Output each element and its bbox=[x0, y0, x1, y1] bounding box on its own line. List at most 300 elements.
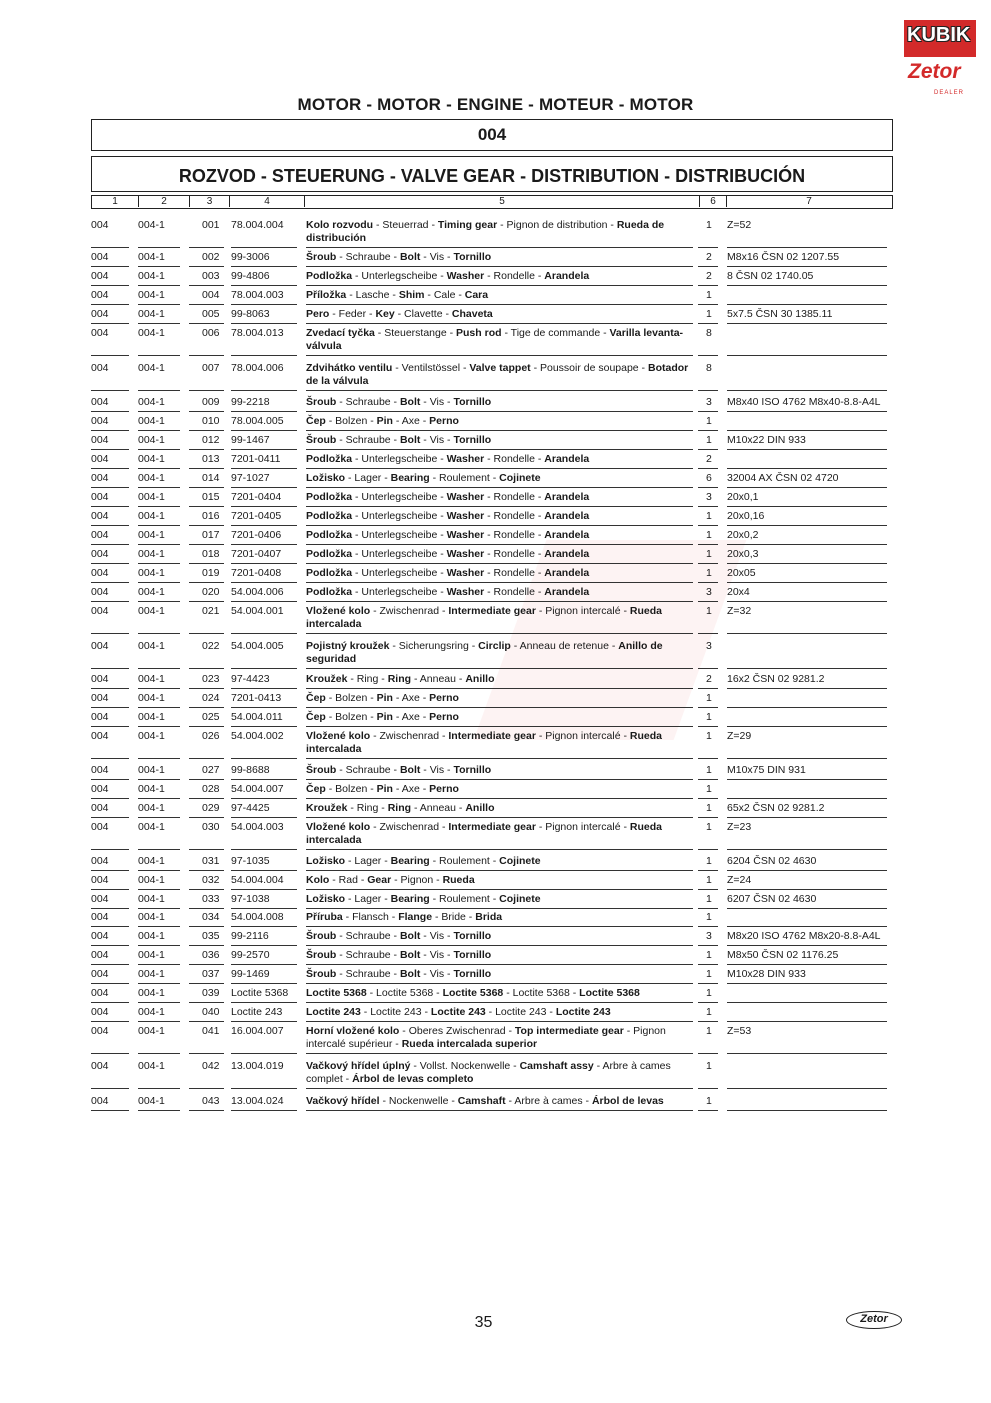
group-cell: 004-1 bbox=[138, 586, 180, 602]
description-term: Čep bbox=[306, 415, 326, 427]
position-cell: 037 bbox=[189, 968, 224, 984]
level-cell: 004 bbox=[91, 893, 129, 909]
part-number-cell: Loctite 5368 bbox=[231, 987, 297, 1003]
description-translation: - Rondelle - bbox=[484, 586, 545, 598]
description-term: Washer bbox=[446, 586, 485, 598]
description-cell bbox=[306, 949, 693, 965]
description-translation: - Flansch - bbox=[342, 911, 399, 923]
description-cell bbox=[306, 1060, 693, 1089]
position-cell: 009 bbox=[189, 396, 224, 412]
description-term: Tornillo bbox=[453, 968, 492, 980]
description-term: Bolt bbox=[399, 930, 421, 942]
quantity-cell: 2 bbox=[698, 251, 718, 267]
description-term: Rueda intercalada bbox=[306, 821, 662, 846]
group-cell: 004-1 bbox=[138, 270, 180, 286]
level-cell: 004 bbox=[91, 251, 129, 267]
description-translation: - Axe - bbox=[392, 692, 430, 704]
description-term: Gear bbox=[367, 874, 392, 886]
level-cell: 004 bbox=[91, 270, 129, 286]
note-cell: Z=29 bbox=[727, 730, 887, 759]
position-cell: 018 bbox=[189, 548, 224, 564]
part-number-cell: 7201-0411 bbox=[231, 453, 297, 469]
description-translation: - Bolzen - bbox=[325, 415, 377, 427]
quantity-cell: 6 bbox=[698, 472, 718, 488]
level-cell: 004 bbox=[91, 567, 129, 583]
description-term: Šroub bbox=[306, 930, 337, 942]
level-cell: 004 bbox=[91, 586, 129, 602]
table-row bbox=[0, 251, 991, 267]
description-cell bbox=[306, 821, 693, 850]
description-cell bbox=[306, 529, 693, 545]
description-term: Šroub bbox=[306, 968, 337, 980]
description-cell bbox=[306, 711, 693, 727]
description-term: Valve tappet bbox=[469, 362, 531, 374]
description-term: Šroub bbox=[306, 764, 337, 776]
description-translation: - Rondelle - bbox=[484, 510, 545, 522]
part-number-cell: 99-1469 bbox=[231, 968, 297, 984]
table-row bbox=[0, 270, 991, 286]
note-cell: Z=52 bbox=[727, 219, 887, 248]
group-cell: 004-1 bbox=[138, 362, 180, 391]
description-cell bbox=[306, 586, 693, 602]
table-row bbox=[0, 1060, 991, 1089]
group-cell: 004-1 bbox=[138, 692, 180, 708]
table-row bbox=[0, 821, 991, 850]
position-cell: 039 bbox=[189, 987, 224, 1003]
description-translation: - Pignon intercalé - bbox=[535, 730, 630, 742]
group-cell: 004-1 bbox=[138, 396, 180, 412]
description-term: Intermediate gear bbox=[448, 730, 536, 742]
group-cell: 004-1 bbox=[138, 874, 180, 890]
group-cell: 004-1 bbox=[138, 567, 180, 583]
group-cell: 004-1 bbox=[138, 327, 180, 356]
description-translation: - Tige de commande - bbox=[501, 327, 610, 339]
group-cell: 004-1 bbox=[138, 968, 180, 984]
description-term: Arandela bbox=[544, 491, 590, 503]
note-cell: 32004 AX ČSN 02 4720 bbox=[727, 472, 887, 488]
description-term: Rueda intercalada bbox=[306, 730, 662, 755]
quantity-cell: 1 bbox=[698, 949, 718, 965]
description-translation: - Schraube - bbox=[336, 968, 400, 980]
description-translation: - Pignon intercalé supérieur - bbox=[306, 1025, 666, 1050]
part-number-cell: 99-4806 bbox=[231, 270, 297, 286]
group-cell: 004-1 bbox=[138, 529, 180, 545]
description-term: Zdvihátko ventilu bbox=[306, 362, 393, 374]
description-translation: - Vis - bbox=[420, 764, 454, 776]
level-cell: 004 bbox=[91, 219, 129, 248]
description-term: Podložka bbox=[306, 586, 353, 598]
description-cell bbox=[306, 472, 693, 488]
description-cell bbox=[306, 567, 693, 583]
table-row bbox=[0, 949, 991, 965]
note-cell bbox=[727, 453, 887, 469]
position-cell: 027 bbox=[189, 764, 224, 780]
description-translation: - Loctite 243 - bbox=[485, 1006, 556, 1018]
description-term: Pero bbox=[306, 308, 330, 320]
level-cell: 004 bbox=[91, 692, 129, 708]
quantity-cell: 8 bbox=[698, 327, 718, 356]
description-translation: - Axe - bbox=[392, 783, 430, 795]
table-row bbox=[0, 219, 991, 248]
description-term: Washer bbox=[446, 567, 485, 579]
description-cell bbox=[306, 219, 693, 248]
table-row bbox=[0, 308, 991, 324]
group-cell: 004-1 bbox=[138, 1006, 180, 1022]
description-cell bbox=[306, 308, 693, 324]
note-cell: M8x16 ČSN 02 1207.55 bbox=[727, 251, 887, 267]
description-term: Bolt bbox=[399, 764, 421, 776]
part-number-cell: 78.004.004 bbox=[231, 219, 297, 248]
dealer-tag: DEALER bbox=[934, 90, 965, 96]
description-term: Loctite 5368 bbox=[442, 987, 504, 999]
table-row bbox=[0, 640, 991, 669]
level-cell: 004 bbox=[91, 821, 129, 850]
note-cell bbox=[727, 640, 887, 669]
description-translation: - Rondelle - bbox=[484, 453, 545, 465]
description-term: Chaveta bbox=[451, 308, 493, 320]
group-cell: 004-1 bbox=[138, 911, 180, 927]
group-cell: 004-1 bbox=[138, 987, 180, 1003]
level-cell: 004 bbox=[91, 911, 129, 927]
description-translation: - Rad - bbox=[329, 874, 368, 886]
quantity-cell: 1 bbox=[698, 1060, 718, 1089]
description-translation: - Feder - bbox=[329, 308, 376, 320]
table-row bbox=[0, 1095, 991, 1111]
description-term: Bolt bbox=[399, 434, 421, 446]
description-cell bbox=[306, 510, 693, 526]
table-row bbox=[0, 491, 991, 507]
note-cell: M10x28 DIN 933 bbox=[727, 968, 887, 984]
position-cell: 014 bbox=[189, 472, 224, 488]
note-cell: 16x2 ČSN 02 9281.2 bbox=[727, 673, 887, 689]
part-number-cell: 54.004.002 bbox=[231, 730, 297, 759]
description-cell bbox=[306, 783, 693, 799]
position-cell: 006 bbox=[189, 327, 224, 356]
description-translation: - Zwischenrad - bbox=[370, 730, 449, 742]
position-cell: 033 bbox=[189, 893, 224, 909]
table-row bbox=[0, 692, 991, 708]
table-row bbox=[0, 968, 991, 984]
description-cell bbox=[306, 893, 693, 909]
description-term: Rueda de distribución bbox=[306, 219, 665, 244]
level-cell: 004 bbox=[91, 308, 129, 324]
description-term: Podložka bbox=[306, 270, 353, 282]
quantity-cell: 1 bbox=[698, 783, 718, 799]
quantity-cell: 1 bbox=[698, 415, 718, 431]
part-number-cell: 13.004.024 bbox=[231, 1095, 297, 1111]
part-number-cell: 78.004.003 bbox=[231, 289, 297, 305]
description-term: Zvedací tyčka bbox=[306, 327, 375, 339]
description-cell bbox=[306, 855, 693, 871]
group-cell: 004-1 bbox=[138, 640, 180, 669]
table-row bbox=[0, 730, 991, 759]
description-translation: - Zwischenrad - bbox=[370, 605, 449, 617]
description-term: Kroužek bbox=[306, 802, 348, 814]
position-cell: 012 bbox=[189, 434, 224, 450]
description-cell bbox=[306, 289, 693, 305]
description-translation: - Loctite 243 - bbox=[360, 1006, 431, 1018]
description-term: Bolt bbox=[399, 968, 421, 980]
table-row bbox=[0, 567, 991, 583]
position-cell: 003 bbox=[189, 270, 224, 286]
table-row bbox=[0, 510, 991, 526]
table-row bbox=[0, 289, 991, 305]
level-cell: 004 bbox=[91, 396, 129, 412]
part-number-cell: Loctite 243 bbox=[231, 1006, 297, 1022]
group-title-box: ROZVOD - STEUERUNG - VALVE GEAR - DISTRIBUTION - DISTRIBUCIÓN bbox=[91, 156, 893, 192]
column-headers bbox=[91, 195, 893, 209]
description-translation: - Anneau de retenue - bbox=[510, 640, 619, 652]
group-cell: 004-1 bbox=[138, 893, 180, 909]
description-cell bbox=[306, 930, 693, 946]
description-translation: - Unterlegscheibe - bbox=[352, 270, 447, 282]
table-row bbox=[0, 529, 991, 545]
description-term: Vačkový hřídel bbox=[306, 1095, 380, 1107]
level-cell: 004 bbox=[91, 987, 129, 1003]
description-term: Šroub bbox=[306, 396, 337, 408]
quantity-cell: 1 bbox=[698, 219, 718, 248]
note-cell bbox=[727, 692, 887, 708]
position-cell: 019 bbox=[189, 567, 224, 583]
group-cell: 004-1 bbox=[138, 308, 180, 324]
description-translation: - Arbre à cames complet - bbox=[306, 1060, 671, 1085]
position-cell: 042 bbox=[189, 1060, 224, 1089]
table-row bbox=[0, 783, 991, 799]
table-row bbox=[0, 472, 991, 488]
description-term: Bearing bbox=[390, 855, 430, 867]
description-term: Ring bbox=[387, 673, 412, 685]
quantity-cell: 1 bbox=[698, 1095, 718, 1111]
part-number-cell: 54.004.006 bbox=[231, 586, 297, 602]
description-term: Circlip bbox=[478, 640, 511, 652]
description-translation: - Vis - bbox=[420, 251, 454, 263]
position-cell: 028 bbox=[189, 783, 224, 799]
note-cell bbox=[727, 911, 887, 927]
position-cell: 001 bbox=[189, 219, 224, 248]
note-cell: M10x75 DIN 931 bbox=[727, 764, 887, 780]
description-term: Washer bbox=[446, 510, 485, 522]
description-translation: - Pignon - bbox=[391, 874, 443, 886]
level-cell: 004 bbox=[91, 764, 129, 780]
description-term: Washer bbox=[446, 529, 485, 541]
position-cell: 005 bbox=[189, 308, 224, 324]
description-translation: - Cale - bbox=[424, 289, 465, 301]
level-cell: 004 bbox=[91, 415, 129, 431]
description-term: Bolt bbox=[399, 949, 421, 961]
description-term: Varilla levanta-válvula bbox=[306, 327, 684, 352]
group-cell: 004-1 bbox=[138, 802, 180, 818]
group-cell: 004-1 bbox=[138, 1060, 180, 1089]
description-term: Brida bbox=[475, 911, 503, 923]
column-header: 7 bbox=[806, 196, 812, 207]
level-cell: 004 bbox=[91, 730, 129, 759]
part-number-cell: 7201-0413 bbox=[231, 692, 297, 708]
part-number-cell: 16.004.007 bbox=[231, 1025, 297, 1054]
description-translation: - Loctite 5368 - bbox=[366, 987, 443, 999]
table-row bbox=[0, 453, 991, 469]
table-row bbox=[0, 1006, 991, 1022]
description-term: Podložka bbox=[306, 529, 353, 541]
column-header: 2 bbox=[139, 196, 190, 207]
quantity-cell: 1 bbox=[698, 1025, 718, 1054]
description-translation: - Bolzen - bbox=[325, 711, 377, 723]
part-number-cell: 99-1467 bbox=[231, 434, 297, 450]
description-term: Loctite 243 bbox=[430, 1006, 486, 1018]
description-term: Vložené kolo bbox=[306, 821, 371, 833]
description-term: Tornillo bbox=[453, 949, 492, 961]
group-cell: 004-1 bbox=[138, 673, 180, 689]
description-term: Bearing bbox=[390, 893, 430, 905]
table-row bbox=[0, 893, 991, 909]
description-cell bbox=[306, 802, 693, 818]
description-term: Příruba bbox=[306, 911, 343, 923]
quantity-cell: 2 bbox=[698, 270, 718, 286]
quantity-cell: 1 bbox=[698, 308, 718, 324]
description-translation: - Rondelle - bbox=[484, 529, 545, 541]
table-row bbox=[0, 415, 991, 431]
description-term: Washer bbox=[446, 548, 485, 560]
description-term: Podložka bbox=[306, 510, 353, 522]
description-translation: - Lager - bbox=[345, 855, 391, 867]
description-term: Cojinete bbox=[499, 472, 541, 484]
part-number-cell: 99-2116 bbox=[231, 930, 297, 946]
description-translation: - Anneau - bbox=[411, 673, 466, 685]
description-term: Bearing bbox=[390, 472, 430, 484]
description-cell bbox=[306, 640, 693, 669]
note-cell: 20x05 bbox=[727, 567, 887, 583]
page-number: 35 bbox=[474, 1314, 493, 1331]
table-row bbox=[0, 930, 991, 946]
part-number-cell: 97-4425 bbox=[231, 802, 297, 818]
note-cell: M8x40 ISO 4762 M8x40-8.8-A4L bbox=[727, 396, 887, 412]
table-row bbox=[0, 605, 991, 634]
description-term: Washer bbox=[446, 491, 485, 503]
description-term: Podložka bbox=[306, 491, 353, 503]
group-cell: 004-1 bbox=[138, 764, 180, 780]
table-row bbox=[0, 362, 991, 391]
column-header: 6 bbox=[700, 196, 727, 207]
note-cell bbox=[727, 362, 887, 391]
group-cell: 004-1 bbox=[138, 605, 180, 634]
part-number-cell: 54.004.001 bbox=[231, 605, 297, 634]
position-cell: 032 bbox=[189, 874, 224, 890]
description-translation: - Unterlegscheibe - bbox=[352, 510, 447, 522]
description-cell bbox=[306, 1006, 693, 1022]
description-term: Kroužek bbox=[306, 673, 348, 685]
note-cell: Z=53 bbox=[727, 1025, 887, 1054]
group-cell: 004-1 bbox=[138, 434, 180, 450]
description-term: Perno bbox=[429, 783, 459, 795]
description-term: Tornillo bbox=[453, 764, 492, 776]
level-cell: 004 bbox=[91, 362, 129, 391]
position-cell: 024 bbox=[189, 692, 224, 708]
table-row bbox=[0, 802, 991, 818]
description-term: Arandela bbox=[544, 586, 590, 598]
position-cell: 029 bbox=[189, 802, 224, 818]
description-translation: - Pignon intercalé - bbox=[535, 605, 630, 617]
column-header: 1 bbox=[92, 196, 139, 207]
part-number-cell: 99-2218 bbox=[231, 396, 297, 412]
part-number-cell: 7201-0408 bbox=[231, 567, 297, 583]
position-cell: 034 bbox=[189, 911, 224, 927]
description-term: Camshaft assy bbox=[519, 1060, 594, 1072]
description-translation: - Roulement - bbox=[429, 472, 500, 484]
level-cell: 004 bbox=[91, 327, 129, 356]
description-translation: - Unterlegscheibe - bbox=[352, 453, 447, 465]
description-translation: - Schraube - bbox=[336, 251, 400, 263]
description-cell bbox=[306, 453, 693, 469]
description-term: Arandela bbox=[544, 270, 590, 282]
description-cell bbox=[306, 692, 693, 708]
part-number-cell: 54.004.003 bbox=[231, 821, 297, 850]
note-cell bbox=[727, 711, 887, 727]
description-term: Šroub bbox=[306, 949, 337, 961]
description-cell bbox=[306, 362, 693, 391]
description-translation: - Anneau - bbox=[411, 802, 466, 814]
description-translation: - Schraube - bbox=[336, 396, 400, 408]
level-cell: 004 bbox=[91, 1025, 129, 1054]
table-row bbox=[0, 434, 991, 450]
description-term: Ložisko bbox=[306, 893, 346, 905]
description-translation: - Oberes Zwischenrad - bbox=[399, 1025, 515, 1037]
group-cell: 004-1 bbox=[138, 251, 180, 267]
description-term: Perno bbox=[429, 415, 459, 427]
description-translation: - Ring - bbox=[347, 802, 388, 814]
quantity-cell: 1 bbox=[698, 711, 718, 727]
description-term: Tornillo bbox=[453, 930, 492, 942]
description-cell bbox=[306, 1095, 693, 1111]
description-term: Washer bbox=[446, 453, 485, 465]
position-cell: 021 bbox=[189, 605, 224, 634]
level-cell: 004 bbox=[91, 491, 129, 507]
group-cell: 004-1 bbox=[138, 783, 180, 799]
quantity-cell: 1 bbox=[698, 821, 718, 850]
table-row bbox=[0, 911, 991, 927]
description-cell bbox=[306, 730, 693, 759]
description-translation: - Schraube - bbox=[336, 434, 400, 446]
group-cell: 004-1 bbox=[138, 1095, 180, 1111]
level-cell: 004 bbox=[91, 529, 129, 545]
part-number-cell: 7201-0407 bbox=[231, 548, 297, 564]
group-cell: 004-1 bbox=[138, 491, 180, 507]
group-cell: 004-1 bbox=[138, 510, 180, 526]
note-cell: M8x20 ISO 4762 M8x20-8.8-A4L bbox=[727, 930, 887, 946]
quantity-cell: 1 bbox=[698, 911, 718, 927]
group-cell: 004-1 bbox=[138, 472, 180, 488]
part-number-cell: 54.004.007 bbox=[231, 783, 297, 799]
description-translation: - Lager - bbox=[345, 472, 391, 484]
part-number-cell: 97-4423 bbox=[231, 673, 297, 689]
table-row bbox=[0, 548, 991, 564]
description-translation: - Bolzen - bbox=[325, 783, 377, 795]
zetor-footer-logo: Zetor bbox=[846, 1311, 902, 1329]
description-term: Podložka bbox=[306, 453, 353, 465]
level-cell: 004 bbox=[91, 510, 129, 526]
group-cell: 004-1 bbox=[138, 711, 180, 727]
description-translation: - Sicherungsring - bbox=[389, 640, 479, 652]
description-term: Arandela bbox=[544, 529, 590, 541]
description-term: Loctite 243 bbox=[555, 1006, 611, 1018]
quantity-cell: 1 bbox=[698, 802, 718, 818]
description-term: Podložka bbox=[306, 548, 353, 560]
note-cell bbox=[727, 1095, 887, 1111]
description-translation: - Rondelle - bbox=[484, 567, 545, 579]
note-cell: 8 ČSN 02 1740.05 bbox=[727, 270, 887, 286]
quantity-cell: 1 bbox=[698, 874, 718, 890]
description-translation: - Vis - bbox=[420, 396, 454, 408]
column-header: 5 bbox=[305, 196, 700, 207]
part-number-cell: 99-8688 bbox=[231, 764, 297, 780]
